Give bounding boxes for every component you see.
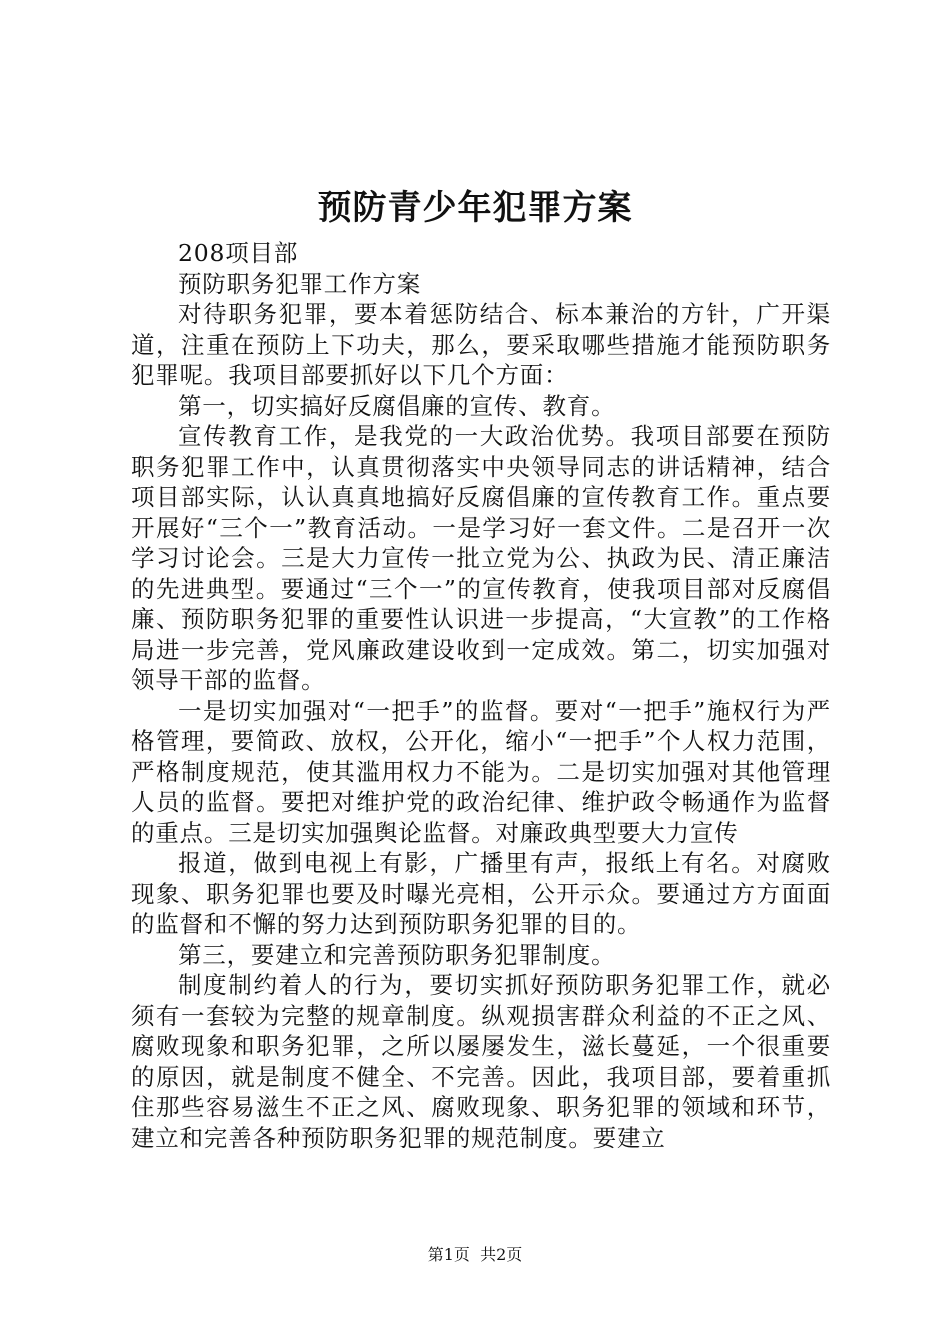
- body-paragraph: 一是切实加强对“一把手”的监督。要对“一把手”施权行为严格管理，要简政、放权，公开化，缩小“一把手”个人权力范围，严格制度规范，使其滥用权力不能为。二是切实加强对其他管理人员的监督。要把对维护党的政治纪律、维护政令畅通作为监督的重点。三是切实加强舆论监督。对廉政典型要大力宣传: [131, 696, 831, 847]
- document-title: 预防青少年犯罪方案: [317, 188, 633, 228]
- body-paragraph: 宣传教育工作，是我党的一大政治优势。我项目部要在预防职务犯罪工作中，认真贯彻落实中央领导同志的讲话精神，结合项目部实际，认认真真地搞好反腐倡廉的宣传教育工作。重点要开展好“三个一”教育活动。一是学习好一套文件。二是召开一次学习讨论会。三是大力宣传一批立党为公、执政为民、清正廉洁的先进典型。要通过“三个一”的宣传教育，使我项目部对反腐倡廉、预防职务犯罪的重要性认识进一步提高，“大宣教”的工作格局进一步完善，党风廉政建设收到一定成效。第二，切实加强对领导干部的监督。: [131, 422, 831, 694]
- body-paragraph: 报道，做到电视上有影，广播里有声，报纸上有名。对腐败现象、职务犯罪也要及时曝光亮相，公开示众。要通过方方面面的监督和不懈的努力达到预防职务犯罪的目的。: [131, 849, 831, 938]
- body-paragraph: 预防职务犯罪工作方案: [178, 269, 421, 298]
- body-paragraph: 制度制约着人的行为，要切实抓好预防职务犯罪工作，就必须有一套较为完整的规章制度。纵观损害群众利益的不正之风、腐败现象和职务犯罪，之所以屡屡发生，滋长蔓延，一个很重要的原因，就是制度不健全、不完善。因此，我项目部，要着重抓住那些容易滋生不正之风、腐败现象、职务犯罪的领域和环节，建立和完善各种预防职务犯罪的规范制度。要建立: [131, 971, 831, 1152]
- body-paragraph: 208项目部: [178, 239, 299, 267]
- page-number-footer: 第1页 共2页: [427, 1245, 523, 1264]
- body-paragraph: 第一，切实搞好反腐倡廉的宣传、教育。: [178, 391, 616, 420]
- body-paragraph: 对待职务犯罪，要本着惩防结合、标本兼治的方针，广开渠道，注重在预防上下功夫，那么，要采取哪些措施才能预防职务犯罪呢。我项目部要抓好以下几个方面：: [131, 300, 831, 389]
- document-body: [131, 238, 831, 1153]
- body-paragraph: 第三，要建立和完善预防职务犯罪制度。: [178, 940, 616, 969]
